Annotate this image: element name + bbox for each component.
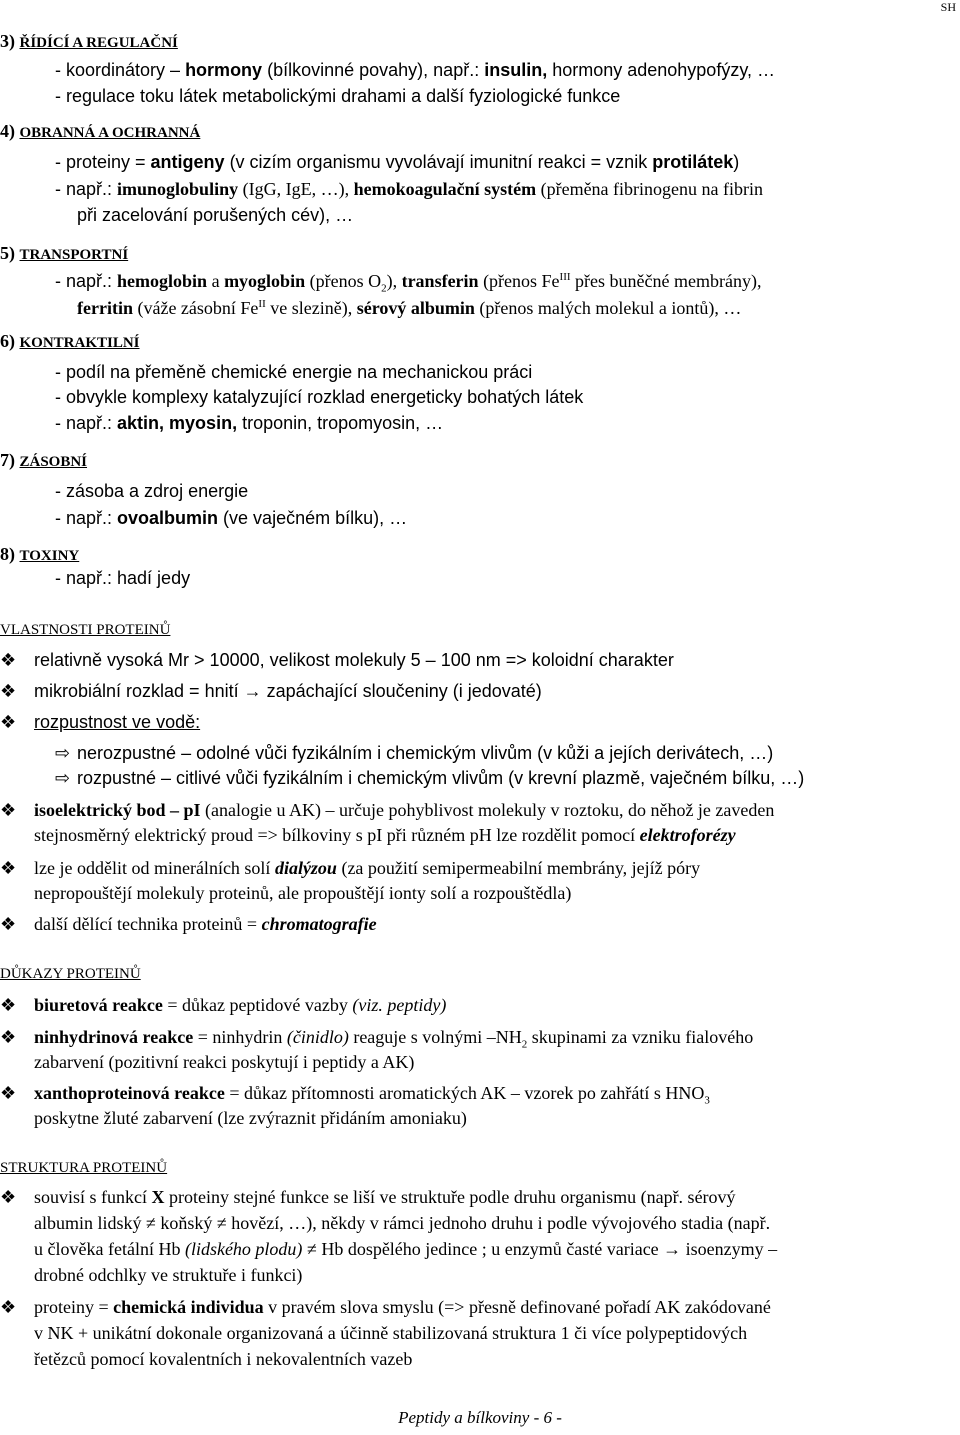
- dukazy-bullet-3: ❖ xanthoproteinová reakce = důkaz přítomnosti aromatických AK – vzorek po zahřátí s $HNO_3$: [0, 1083, 710, 1107]
- section-number: 7): [0, 450, 15, 470]
- s6-line-1: - podíl na přeměně chemické energie na mechanickou práci: [55, 362, 533, 382]
- diamond-bullet-icon: ❖: [0, 681, 17, 701]
- section-3-heading: [0, 30, 178, 54]
- outline-arrow-icon: ⇨: [55, 768, 71, 788]
- vlastnosti-bullet-2: ❖ mikrobiální rozklad = hnití → zapáchající sloučeniny (i jedovaté): [0, 681, 542, 701]
- section-number: 6): [0, 331, 15, 351]
- s7-line-2: - např.: ovoalbumin (ve vaječném bílku), …: [55, 508, 408, 528]
- diamond-bullet-icon: ❖: [0, 1297, 17, 1317]
- vlastnosti-bullet-4: ❖ isoelektrický bod – pI (analogie u AK) – určuje pohyblivost molekuly v roztoku, do něhož je zaveden: [0, 800, 775, 820]
- s6-line-3: - např.: aktin, myosin, troponin, tropomyosin, …: [55, 413, 444, 433]
- section-title: TRANSPORTNÍ: [19, 247, 129, 263]
- struktura-bullet-2: ❖ proteiny = chemická individua v pravém slova smyslu (=> přesně definované pořadí AK zakódované: [0, 1297, 771, 1317]
- rozpustnost-item-2: ⇨ rozpustné – citlivé vůči fyzikálním i chemickým vlivům (v krevní plazmě, vaječném bílku, …): [55, 768, 805, 788]
- section-number: 3): [0, 31, 15, 51]
- struktura-bullet-2-cont-2: řetězců pomocí kovalentních i nekovalentních vazeb: [34, 1349, 413, 1369]
- section-title: ZÁSOBNÍ: [19, 454, 88, 470]
- diamond-bullet-icon: ❖: [0, 1187, 17, 1207]
- s4-line-2: - např.: imunoglobuliny (IgG, IgE, …), hemokoagulační systém (přeměna fibrinogenu na fibrin: [55, 179, 764, 199]
- dukazy-bullet-2: ❖ ninhydrinová reakce = ninhydrin (činidlo) reaguje s volnými $-NH_2$ skupinami za vzniku fialového: [0, 1027, 754, 1051]
- diamond-bullet-icon: ❖: [0, 1083, 17, 1103]
- diamond-bullet-icon: ❖: [0, 914, 17, 934]
- struktura-bullet-1-cont-2: u člověka fetální Hb (lidského plodu) ≠ Hb dospělého jedince ; u enzymů časté variace → isoenzymy –: [34, 1239, 778, 1259]
- rozpustnost-item-1: ⇨ nerozpustné – odolné vůči fyzikálním i chemickým vlivům (v kůži a jejích derivátech, …): [55, 743, 774, 763]
- section-title: ŘÍDÍCÍ A REGULAČNÍ: [19, 35, 178, 51]
- dukazy-bullet-1: ❖ biuretová reakce = důkaz peptidové vazby (viz. peptidy): [0, 995, 447, 1015]
- page-footer: Peptidy a bílkoviny - 6 -: [398, 1408, 562, 1427]
- struktura-heading: STRUKTURA PROTEINŮ: [0, 1160, 168, 1176]
- outline-arrow-icon: ⇨: [55, 743, 71, 763]
- s8-line-1: - např.: hadí jedy: [55, 568, 191, 588]
- section-title: OBRANNÁ A OCHRANNÁ: [19, 125, 201, 141]
- vlastnosti-bullet-4-cont: stejnosměrný elektrický proud => bílkoviny s pI při různém pH lze rozdělit pomocí elektroforézy: [34, 825, 736, 845]
- vlastnosti-bullet-6: ❖ další dělící technika proteinů = chromatografie: [0, 914, 377, 934]
- s5-line-2: ferritin (váže zásobní $Fe^{II}$ ve slezině), sérový albumin (přenos malých molekul a iontů), …: [77, 298, 742, 318]
- diamond-bullet-icon: ❖: [0, 650, 17, 670]
- diamond-bullet-icon: ❖: [0, 800, 17, 820]
- section-4-heading: [0, 120, 200, 144]
- section-8-heading: [0, 543, 79, 567]
- vlastnosti-heading: VLASTNOSTI PROTEINŮ: [0, 622, 171, 638]
- vlastnosti-bullet-1: ❖ relativně vysoká Mr > 10000, velikost molekuly 5 – 100 nm => koloidní charakter: [0, 650, 674, 670]
- diamond-bullet-icon: ❖: [0, 858, 17, 878]
- s3-line-1: - koordinátory – hormony (bílkovinné povahy), např.: insulin, hormony adenohypofýzy, …: [55, 60, 775, 80]
- section-5-heading: [0, 242, 128, 266]
- section-title: TOXINY: [19, 548, 80, 564]
- diamond-bullet-icon: ❖: [0, 712, 17, 732]
- dukazy-bullet-2-cont: zabarvení (pozitivní reakci poskytují i peptidy a AK): [34, 1052, 415, 1072]
- diamond-bullet-icon: ❖: [0, 995, 17, 1015]
- section-6-heading: [0, 330, 140, 354]
- s3-line-2: - regulace toku látek metabolickými drahami a další fyziologické funkce: [55, 86, 621, 106]
- struktura-bullet-1: ❖ souvisí s funkcí X proteiny stejné funkce se liší ve struktuře podle druhu organismu (např. sérový: [0, 1187, 736, 1207]
- struktura-bullet-1-cont-1: albumin lidský ≠ koňský ≠ hovězí, …), někdy v rámci jednoho druhu i podle vývojového stadia (např.: [34, 1213, 771, 1233]
- struktura-bullet-2-cont-1: v NK + unikátní dokonale organizovaná a účinně stabilizovaná struktura 1 či více polypeptidových: [34, 1323, 748, 1343]
- dukazy-bullet-3-cont: poskytne žluté zabarvení (lze zvýraznit přidáním amoniaku): [34, 1108, 467, 1128]
- diamond-bullet-icon: ❖: [0, 1027, 17, 1047]
- s6-line-2: - obvykle komplexy katalyzující rozklad energeticky bohatých látek: [55, 387, 584, 407]
- section-number: 5): [0, 243, 15, 263]
- section-number: 8): [0, 544, 15, 564]
- struktura-bullet-1-cont-3: drobné odchlky ve struktuře i funkci): [34, 1265, 303, 1285]
- s4-line-3: při zacelování porušených cév), …: [77, 205, 354, 225]
- section-number: 4): [0, 121, 15, 141]
- s5-line-1: - např.: hemoglobin a myoglobin (přenos $O_2$), transferin (přenos $Fe^{III}$ přes buněčné membrány),: [55, 271, 762, 295]
- vlastnosti-bullet-3: ❖ rozpustnost ve vodě:: [0, 712, 201, 732]
- section-7-heading: [0, 449, 87, 473]
- vlastnosti-bullet-5-cont: nepropouštějí molekuly proteinů, ale propouštějí ionty solí a rozpouštědla): [34, 883, 572, 903]
- s4-line-1: - proteiny = antigeny (v cizím organismu vyvolávají imunitní reakci = vznik protilátek): [55, 152, 740, 172]
- vlastnosti-bullet-5: ❖ lze je oddělit od minerálních solí dialýzou (za použití semipermeabilní membrány, jejíž póry: [0, 858, 701, 878]
- dukazy-heading: DŮKAZY PROTEINŮ: [0, 966, 141, 982]
- s7-line-1: - zásoba a zdroj energie: [55, 481, 249, 501]
- header-tag: SH: [940, 0, 956, 14]
- section-title: KONTRAKTILNÍ: [19, 335, 140, 351]
